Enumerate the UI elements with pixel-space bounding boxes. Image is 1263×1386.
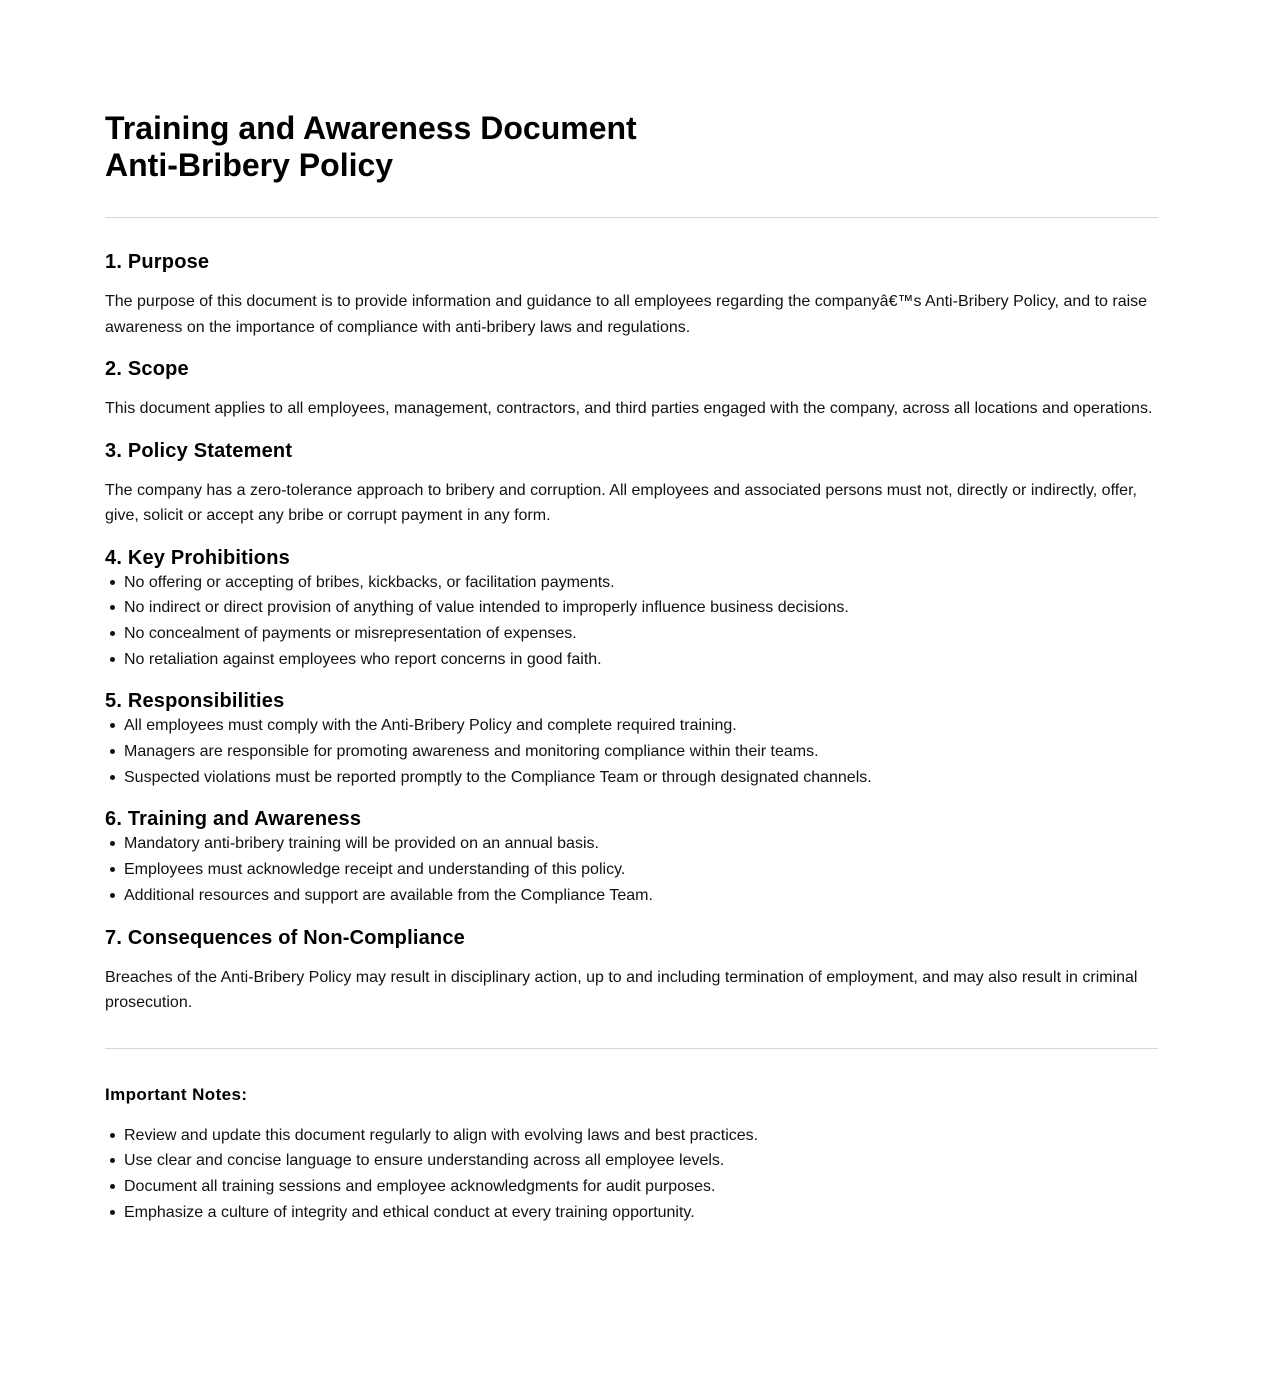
- section-heading: 6. Training and Awareness: [105, 808, 362, 831]
- list-item: Suspected violations must be reported promptly to the Compliance Team or through designated channels.: [124, 765, 1158, 791]
- list-item: Use clear and concise language to ensure understanding across all employee levels.: [124, 1148, 1158, 1174]
- section-heading: 1. Purpose: [105, 251, 210, 273]
- section-heading: 7. Consequences of Non-Compliance: [105, 926, 465, 949]
- document-title: [105, 110, 1158, 184]
- section-key-prohibitions: [105, 546, 1158, 673]
- list-item: All employees must comply with the Anti-Bribery Policy and complete required training.: [124, 713, 1158, 739]
- list-item: No indirect or direct provision of anything of value intended to improperly influence business decisions.: [124, 595, 1158, 621]
- section-heading: 5. Responsibilities: [105, 690, 285, 713]
- list-item: Review and update this document regularly to align with evolving laws and best practices.: [124, 1123, 1158, 1149]
- bullet-list: [105, 831, 1158, 908]
- document-page: [105, 0, 1158, 1225]
- section-paragraph: This document applies to all employees, management, contractors, and third parties engaged with the company, across all locations and operations.: [105, 400, 1153, 417]
- list-item: Additional resources and support are available from the Compliance Team.: [124, 883, 1158, 909]
- list-item: No concealment of payments or misrepresentation of expenses.: [124, 621, 1158, 647]
- section-paragraph: Breaches of the Anti-Bribery Policy may result in disciplinary action, up to and including termination of employment, and may also result in criminal prosecution.: [105, 968, 1138, 1012]
- important-notes: [105, 1085, 1158, 1226]
- section-paragraph: The purpose of this document is to provide information and guidance to all employees regarding the companyâ€™s Anti-Bribery Policy, and to raise awareness on the importance of compliance with anti-bribery laws and regulations.: [105, 293, 1148, 336]
- bullet-list: [105, 713, 1158, 790]
- section-purpose: [105, 250, 1158, 340]
- notes-divider: [105, 1048, 1158, 1049]
- list-item: Mandatory anti-bribery training will be provided on an annual basis.: [124, 831, 1158, 857]
- list-item: Emphasize a culture of integrity and ethical conduct at every training opportunity.: [124, 1200, 1158, 1226]
- notes-heading: Important Notes:: [105, 1084, 248, 1104]
- list-item: Employees must acknowledge receipt and understanding of this policy.: [124, 857, 1158, 883]
- list-item: No offering or accepting of bribes, kickbacks, or facilitation payments.: [124, 570, 1158, 596]
- section-paragraph: The company has a zero-tolerance approach to bribery and corruption. All employees and associated persons must not, directly or indirectly, offer, give, solicit or accept any bribe or corrupt payment in any form.: [105, 481, 1137, 524]
- document-title-line-2: Anti-Bribery Policy: [105, 147, 394, 183]
- section-heading: 3. Policy Statement: [105, 439, 293, 462]
- section-responsibilities: [105, 689, 1158, 790]
- list-item: No retaliation against employees who report concerns in good faith.: [124, 647, 1158, 673]
- list-item: Document all training sessions and employee acknowledgments for audit purposes.: [124, 1174, 1158, 1200]
- section-scope: [105, 357, 1158, 422]
- bullet-list: [105, 570, 1158, 673]
- section-heading: 4. Key Prohibitions: [105, 546, 290, 569]
- section-heading: 2. Scope: [105, 358, 189, 380]
- document-title-line-1: Training and Awareness Document: [105, 110, 637, 146]
- section-training-and-awareness: [105, 807, 1158, 908]
- section-policy-statement: [105, 439, 1158, 529]
- header-divider: [105, 217, 1158, 218]
- list-item: Managers are responsible for promoting awareness and monitoring compliance within their teams.: [124, 739, 1158, 765]
- section-consequences: [105, 926, 1158, 1016]
- notes-list: [105, 1123, 1158, 1226]
